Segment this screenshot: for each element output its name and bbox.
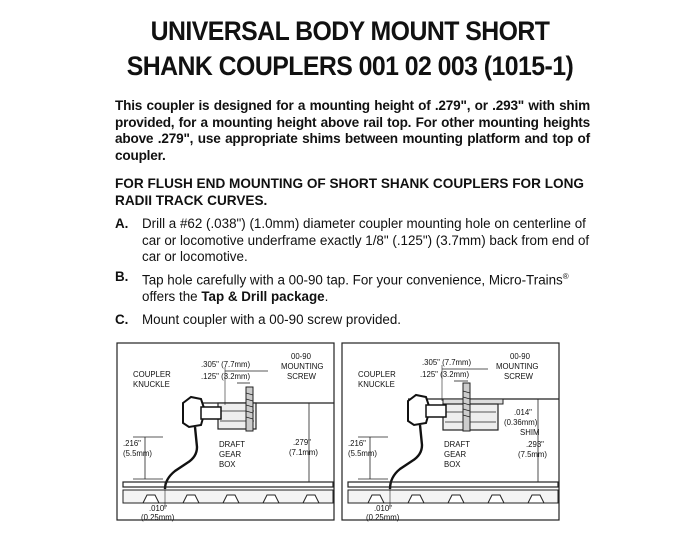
screw-label-2: SCREW (504, 372, 534, 381)
step-b-text-after: . (324, 288, 329, 304)
step-text: Drill a #62 (.038") (1.0mm) diameter coupler mounting hole on centerline of car or locomotive underframe exactly 1/8" (.125") (3.7mm) back from end of car or locomotive. (142, 216, 590, 264)
dim-305-label: .305" (7.7mm) (201, 360, 251, 369)
knuckle-label-1: COUPLER (358, 370, 396, 379)
intro-paragraph: This coupler is designed for a mounting height of .279", or .293" with shim provided, for a mounting height above rail top. For other mounting heights above .279", use appropriate shims between mounting platform and top of coupler. (115, 98, 590, 163)
step-letter: A. (115, 216, 129, 231)
dim-125-label: .125" (3.2mm) (420, 370, 470, 379)
tap-drill-package-label: Tap & Drill package (201, 288, 325, 304)
bottom-gap-mm: (0.25mm) (366, 513, 400, 522)
diagram-shim-svg (338, 339, 563, 524)
step-text: Mount coupler with a 00-90 screw provided. (142, 312, 402, 327)
step-letter: C. (115, 312, 129, 327)
diagram-standard-svg (113, 339, 338, 524)
left-height-in: .216" (123, 439, 141, 448)
right-height-mm: (7.5mm) (518, 450, 548, 459)
draft-label-3: BOX (219, 460, 236, 469)
screw-label-2: SCREW (287, 372, 317, 381)
right-height-in: .293" (526, 440, 544, 449)
bottom-gap-mm: (0.25mm) (141, 513, 175, 522)
section-heading: FOR FLUSH END MOUNTING OF SHORT SHANK COUPLERS FOR LONG RADII TRACK CURVES. (115, 176, 584, 208)
draft-label-3: BOX (444, 460, 461, 469)
knuckle-label-2: KNUCKLE (358, 380, 395, 389)
page-title-line-1: UNIVERSAL BODY MOUNT SHORT (150, 16, 550, 46)
draft-label-2: GEAR (219, 450, 242, 459)
knuckle-label-2: KNUCKLE (133, 380, 170, 389)
screw-size-label: 00-90 (291, 352, 311, 361)
draft-label-1: DRAFT (219, 440, 245, 449)
bottom-gap-in: .010" (149, 504, 167, 513)
shim-thickness-in: .014" (514, 408, 532, 417)
right-height-in: .279" (293, 438, 311, 447)
diagram-standard-mount (113, 339, 338, 524)
diagram-shim-mount (338, 339, 563, 524)
left-height-mm: (5.5mm) (123, 449, 153, 458)
screw-label-1: MOUNTING (496, 362, 539, 371)
registered-mark: ® (562, 272, 569, 281)
step-letter: B. (115, 269, 129, 284)
left-height-in: .216" (348, 439, 366, 448)
shim-label: SHIM (520, 428, 540, 437)
right-height-mm: (7.1mm) (289, 448, 319, 457)
step-b-text-mid: offers the (142, 288, 202, 304)
step-b-text-before: Tap hole carefully with a 00-90 tap. For your convenience, Micro-Trains (142, 272, 563, 288)
shim-thickness-mm: (0.36mm) (504, 418, 538, 427)
screw-label-1: MOUNTING (281, 362, 324, 371)
screw-size-label: 00-90 (510, 352, 530, 361)
step-text (142, 269, 597, 305)
dim-305-label: .305" (7.7mm) (422, 358, 472, 367)
dim-125-label: .125" (3.2mm) (201, 372, 251, 381)
draft-label-2: GEAR (444, 450, 467, 459)
knuckle-label-1: COUPLER (133, 370, 171, 379)
left-height-mm: (5.5mm) (348, 449, 378, 458)
draft-label-1: DRAFT (444, 440, 470, 449)
page-title-line-2: SHANK COUPLERS 001 02 003 (1015-1) (126, 51, 574, 81)
bottom-gap-in: .010" (374, 504, 392, 513)
